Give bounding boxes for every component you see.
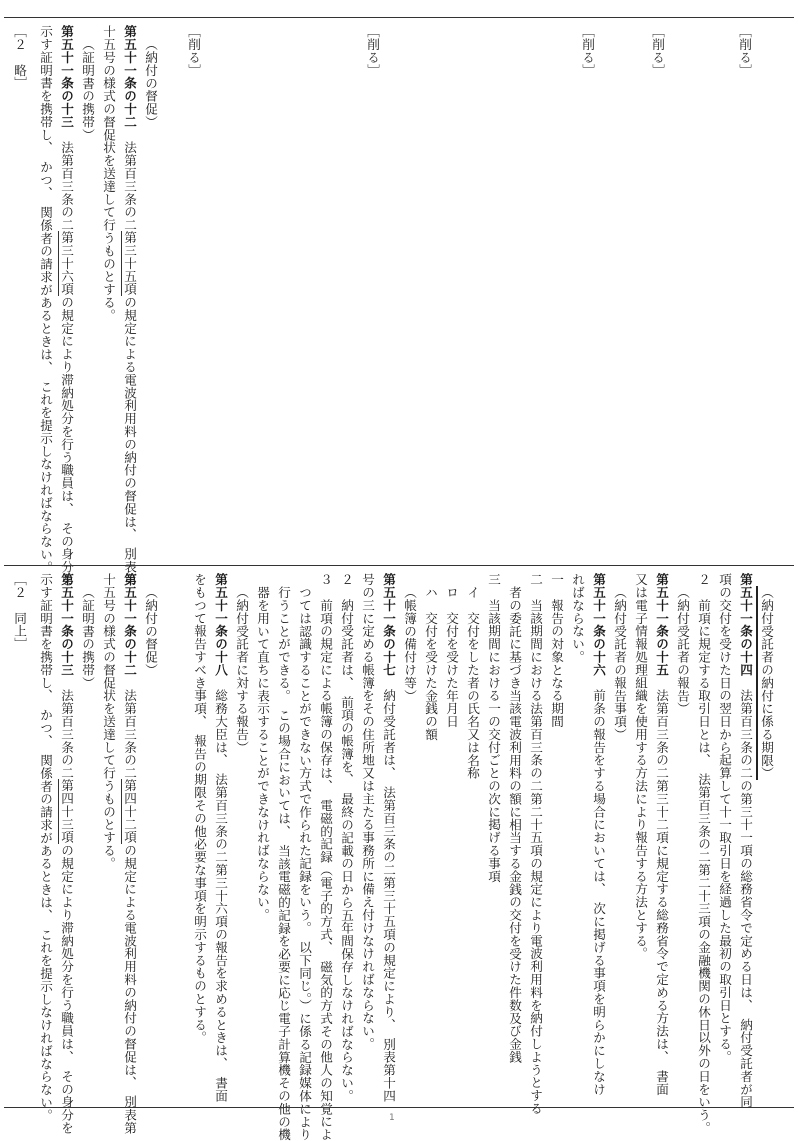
lower-text-column bbox=[633, 573, 647, 960]
text-segment: （納付受託者の報告事項） bbox=[612, 586, 627, 741]
lower-text-column bbox=[234, 573, 248, 754]
upper-text-column bbox=[650, 25, 664, 77]
amended-term: 第四十三項 bbox=[59, 779, 74, 844]
lower-text-column bbox=[465, 573, 479, 780]
lower-text-column bbox=[192, 573, 206, 1044]
lower-text-column bbox=[143, 573, 157, 676]
lower-text-column bbox=[717, 573, 731, 1063]
upper-text-column bbox=[122, 25, 136, 586]
bottom-rule bbox=[4, 1107, 794, 1108]
text-segment: つては認識することができない方式で作られた記録をいう。 以下同じ。）に係る記録媒体により bbox=[297, 586, 312, 1141]
lower-text-column bbox=[675, 573, 689, 715]
upper-text-column bbox=[59, 25, 73, 586]
text-segment: ２ 納付受託者は、 前項の帳簿を、 最終の記載の日から五年間保存しなければならない。 bbox=[339, 573, 354, 1103]
upper-text-column bbox=[737, 25, 751, 77]
lower-text-column bbox=[276, 573, 290, 1141]
upper-text-column bbox=[580, 25, 594, 77]
lower-text-column bbox=[759, 573, 773, 780]
text-segment: 総務大臣は、 法第百三条の二第三十六項の報告を求めるときは、 書面 bbox=[213, 676, 228, 1103]
text-segment: 行うことができる。 この場合においては、 当該電磁的記録を必要に応じ電子計算機その他の機 bbox=[276, 586, 291, 1141]
lower-text-column bbox=[507, 573, 521, 1063]
text-segment: ［削る］ bbox=[186, 25, 201, 77]
text-segment: 法第百三条の二の第三十一項の総務省令で定める日は、 納付受託者が同 bbox=[738, 676, 753, 1109]
text-segment: ［削る］ bbox=[737, 25, 752, 77]
text-segment: ［削る］ bbox=[365, 25, 380, 77]
text-segment: ［削る］ bbox=[580, 25, 595, 77]
lower-text-column bbox=[122, 573, 136, 1134]
text-segment: 法第百三条の二 bbox=[122, 676, 137, 780]
text-segment: ［２ 略］ bbox=[12, 25, 27, 90]
lower-text-column bbox=[38, 573, 52, 1122]
text-segment: ハ 交付を受けた金銭の額 bbox=[423, 586, 438, 741]
text-segment: 一 報告の対象となる期間 bbox=[549, 573, 564, 728]
article-number: 第五十一条の十八 bbox=[213, 573, 228, 677]
text-segment: 十五号の様式の督促状を送達して行うものとする。 bbox=[101, 573, 116, 870]
lower-text-column bbox=[101, 573, 115, 870]
lower-text-column bbox=[297, 573, 311, 1141]
text-segment: 法第百三条の二第三十二項に規定する総務省令で定める方法は、 書面 bbox=[654, 676, 669, 1096]
text-segment: 示す証明書を携帯し、 かつ、 関係者の請求があるときは、 これを提示しなければならない。 bbox=[38, 573, 53, 1122]
text-segment: の規定による電波利用料の納付の督促は、 別表第 bbox=[122, 295, 137, 587]
text-segment: （証明書の携帯） bbox=[80, 586, 95, 690]
lower-text-column bbox=[423, 573, 437, 741]
lower-text-column bbox=[654, 573, 668, 1096]
text-segment: 項の交付を受けた日の翌日から起算して十一取引日を経過した最初の取引日とする。 bbox=[717, 573, 732, 1064]
lower-text-column bbox=[402, 573, 416, 702]
lower-text-column bbox=[318, 573, 332, 1141]
text-segment: ロ 交付を受けた年月日 bbox=[444, 586, 459, 728]
upper-text-column bbox=[186, 25, 200, 77]
text-segment: 器を用いて直ちに表示することができなければならない。 bbox=[255, 586, 270, 922]
lower-text-column bbox=[528, 573, 542, 1115]
text-segment: （証明書の携帯） bbox=[80, 38, 95, 142]
lower-text-column bbox=[570, 573, 584, 663]
text-segment: 示す証明書を携帯し、 かつ、 関係者の請求があるときは、 これを提示しなければならない。 bbox=[38, 25, 53, 574]
lower-text-column bbox=[612, 573, 626, 741]
lower-text-column bbox=[339, 573, 353, 1102]
amended-term: 第四十二項 bbox=[122, 779, 137, 844]
text-segment: 納付受託者は、 法第百三条の二第三十五項の規定により、 別表第十四 bbox=[381, 676, 396, 1103]
text-segment: （納付の督促） bbox=[143, 38, 158, 129]
lower-text-column bbox=[486, 573, 500, 883]
text-segment: の規定により滞納処分を行う職員は、 その身分を bbox=[59, 843, 74, 1135]
lower-text-column bbox=[59, 573, 73, 1134]
text-segment: ３ 前項の規定による帳簿の保存は、 電磁的記録（電子的方式、 磁気的方式その他人の知覚によ bbox=[318, 573, 333, 1141]
upper-text-column bbox=[12, 25, 26, 90]
article-number: 第五十一条の十三 bbox=[59, 25, 74, 129]
text-segment: （帳簿の備付け等） bbox=[402, 586, 417, 703]
lower-text-column bbox=[213, 573, 227, 1102]
lower-text-column bbox=[696, 573, 710, 1134]
top-rule bbox=[4, 17, 794, 18]
lower-text-column bbox=[80, 573, 94, 689]
text-segment: 法第百三条の二 bbox=[59, 676, 74, 780]
upper-text-column bbox=[101, 25, 115, 322]
lower-text-column bbox=[12, 573, 26, 650]
text-segment: ［２ 同上］ bbox=[12, 573, 27, 651]
lower-text-column bbox=[360, 573, 374, 1050]
amended-term: 第三十六項 bbox=[59, 231, 74, 296]
text-segment: の規定による電波利用料の納付の督促は、 別表第 bbox=[122, 843, 137, 1135]
text-segment: 法第百三条の二 bbox=[59, 128, 74, 232]
lower-text-column bbox=[444, 573, 458, 728]
text-segment: をもつて報告すべき事項、 報告の期限その他必要な事項を明示するものとする。 bbox=[192, 573, 207, 1044]
text-segment: 二 当該期間における法第百三条の二第二十五項の規定により電波利用料を納付しようとする bbox=[528, 573, 543, 1115]
text-segment: 者の委託に基づき当該電波利用料の額に相当する金銭の交付を受けた件数及び金銭 bbox=[507, 586, 522, 1064]
upper-text-column bbox=[80, 25, 94, 141]
article-number: 第五十一条の十五 bbox=[654, 573, 669, 677]
text-segment: 三 当該期間における一の交付ごとの次に掲げる事項 bbox=[486, 573, 501, 883]
lower-text-column bbox=[549, 573, 563, 728]
lower-text-column bbox=[381, 573, 395, 1102]
text-segment: の規定により滞納処分を行う職員は、 その身分を bbox=[59, 295, 74, 587]
upper-pane-amended-text bbox=[0, 25, 798, 587]
upper-text-column bbox=[143, 25, 157, 128]
text-segment: 前条の報告をする場合においては、 次に掲げる事項を明らかにしなけ bbox=[591, 676, 606, 1096]
lower-pane-current-text bbox=[0, 573, 798, 1141]
upper-text-column bbox=[365, 25, 379, 77]
lower-text-column bbox=[255, 573, 269, 921]
article-number: 第五十一条の十二 bbox=[122, 25, 137, 129]
text-segment: 号の三に定める帳簿をその住所地又は主たる事務所に備え付けなければならない。 bbox=[360, 573, 375, 1051]
text-segment: 又は電子情報処理組織を使用する方法により報告する方法とする。 bbox=[633, 573, 648, 960]
text-segment: （納付受託者の報告） bbox=[675, 586, 690, 715]
text-segment: イ 交付をした者の氏名又は名称 bbox=[465, 586, 480, 780]
text-segment: （納付受託者に対する報告） bbox=[234, 586, 249, 754]
text-segment: ればならない。 bbox=[570, 573, 585, 664]
text-segment: 十五号の様式の督促状を送達して行うものとする。 bbox=[101, 25, 116, 322]
text-segment: ［削る］ bbox=[650, 25, 665, 77]
upper-text-column bbox=[38, 25, 52, 574]
amended-term: 第三十五項 bbox=[122, 231, 137, 296]
text-segment: ２ 前項に規定する取引日とは、 法第百三条の二第二十三項の金融機関の休日以外の日をいう。 bbox=[696, 573, 711, 1135]
lower-text-column bbox=[738, 573, 752, 1109]
article-number: 第五十一条の十三 bbox=[59, 573, 74, 677]
article-number: 第五十一条の十七 bbox=[381, 573, 396, 677]
article-number: 第五十一条の十四 bbox=[738, 573, 753, 677]
text-segment: （納付の督促） bbox=[143, 586, 158, 677]
text-segment: 法第百三条の二 bbox=[122, 128, 137, 232]
article-number: 第五十一条の十六 bbox=[591, 573, 606, 677]
middle-rule bbox=[4, 565, 794, 566]
lower-text-column bbox=[591, 573, 605, 1096]
text-segment: （納付受託者の納付に係る期限） bbox=[756, 586, 774, 780]
article-number: 第五十一条の十二 bbox=[122, 573, 137, 677]
page-number: 1 bbox=[389, 1113, 395, 1123]
